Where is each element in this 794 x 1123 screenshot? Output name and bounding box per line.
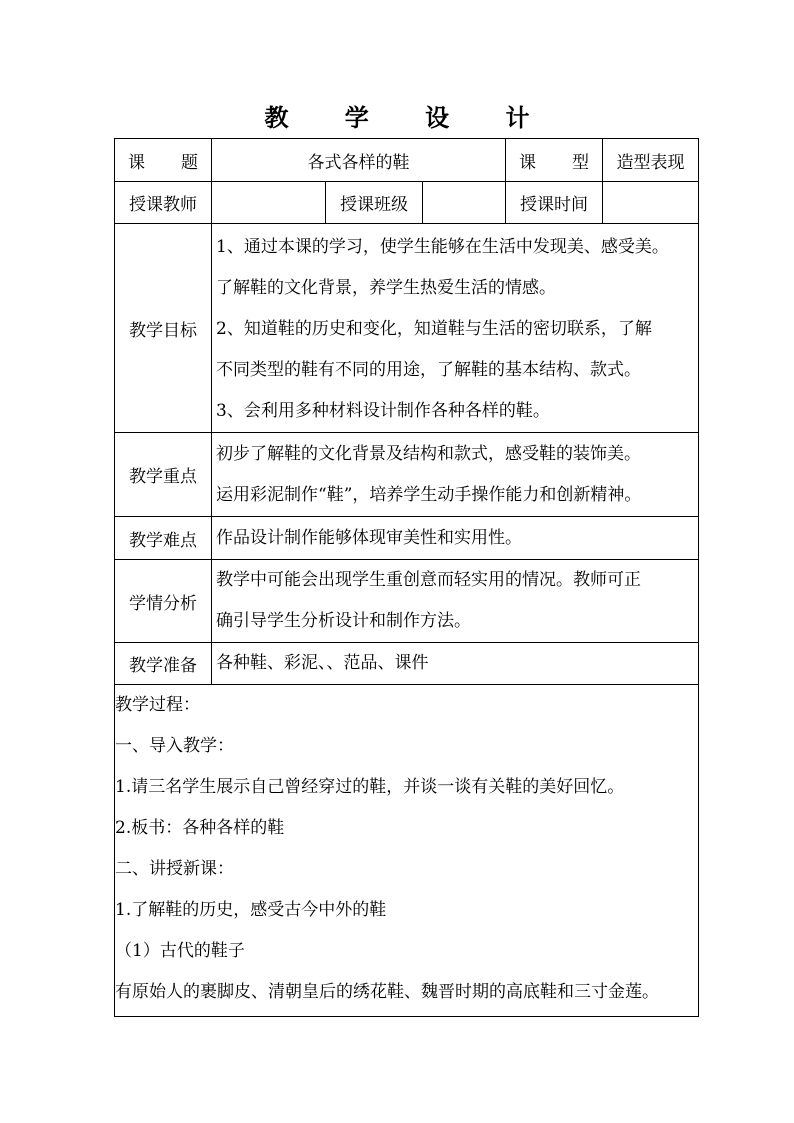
topic-value: 各式各样的鞋 (212, 139, 506, 182)
process-content (115, 685, 699, 1017)
type-label-a: 课 (519, 152, 537, 173)
objectives-row (115, 224, 699, 433)
type-value: 造型表现 (603, 139, 699, 182)
class-label: 授课班级 (326, 182, 423, 224)
key-points-row (115, 433, 699, 517)
key-points-line: 运用彩泥制作“鞋”，培养学生动手操作能力和创新精神。 (216, 484, 642, 505)
topic-label-b: 题 (181, 152, 198, 173)
class-value (423, 182, 506, 224)
objectives-line: 了解鞋的文化背景，养学生热爱生活的情感。 (216, 277, 556, 298)
teacher-label: 授课教师 (115, 182, 212, 224)
difficulties-label: 教学难点 (115, 517, 212, 560)
objectives-line: 2、知道鞋的历史和变化，知道鞋与生活的密切联系，了解 (216, 318, 652, 339)
process-row (115, 685, 699, 1017)
type-label-cell (506, 139, 603, 182)
objectives-content (212, 224, 699, 433)
info-row (115, 182, 699, 224)
objectives-label: 教学目标 (115, 224, 212, 433)
difficulties-content (212, 517, 699, 560)
analysis-line: 教学中可能会出现学生重创意而轻实用的情况。教师可正 (216, 570, 641, 590)
objectives-line: 1、通过本课的学习，使学生能够在生活中发现美、感受美。 (216, 236, 669, 257)
process-line: 有原始人的裹脚皮、清朝皇后的绣花鞋、魏晋时期的高底鞋和三寸金莲。 (115, 982, 659, 1002)
process-line: 一、导入教学： (115, 736, 234, 756)
difficulties-text: 作品设计制作能够体现审美性和实用性。 (216, 527, 522, 548)
preparation-content (212, 643, 699, 685)
time-value (603, 182, 699, 224)
process-line: 1.了解鞋的历史，感受古今中外的鞋 (115, 900, 387, 920)
analysis-line: 确引导学生分析设计和制作方法。 (216, 611, 471, 631)
key-points-label: 教学重点 (115, 433, 212, 517)
preparation-label: 教学准备 (115, 643, 212, 685)
time-label: 授课时间 (506, 182, 603, 224)
process-line: 教学过程： (115, 695, 200, 715)
topic-label-a: 课 (128, 152, 145, 173)
difficulties-row (115, 517, 699, 560)
analysis-label: 学情分析 (115, 560, 212, 643)
preparation-text: 各种鞋、彩泥、、范品、课件 (216, 653, 429, 673)
process-line: 2.板书：各种各样的鞋 (115, 818, 285, 838)
header-row (115, 139, 699, 182)
analysis-row (115, 560, 699, 643)
process-line: 二、讲授新课： (115, 859, 234, 879)
teacher-value (212, 182, 326, 224)
key-points-content (212, 433, 699, 517)
process-line: （1）古代的鞋子 (115, 941, 245, 961)
process-line: 1.请三名学生展示自己曾经穿过的鞋，并谈一谈有关鞋的美好回忆。 (115, 777, 625, 797)
key-points-line: 初步了解鞋的文化背景及结构和款式，感受鞋的装饰美。 (216, 443, 641, 464)
topic-label-cell (115, 139, 212, 182)
objectives-line: 3、会利用多种材料设计制作各种各样的鞋。 (216, 400, 550, 421)
analysis-content (212, 560, 699, 643)
lesson-plan-table (114, 138, 699, 1017)
preparation-row (115, 643, 699, 685)
type-label-b: 型 (572, 152, 590, 173)
page-title: 教 学 设 计 (264, 103, 554, 132)
objectives-line: 不同类型的鞋有不同的用途，了解鞋的基本结构、款式。 (216, 359, 641, 380)
